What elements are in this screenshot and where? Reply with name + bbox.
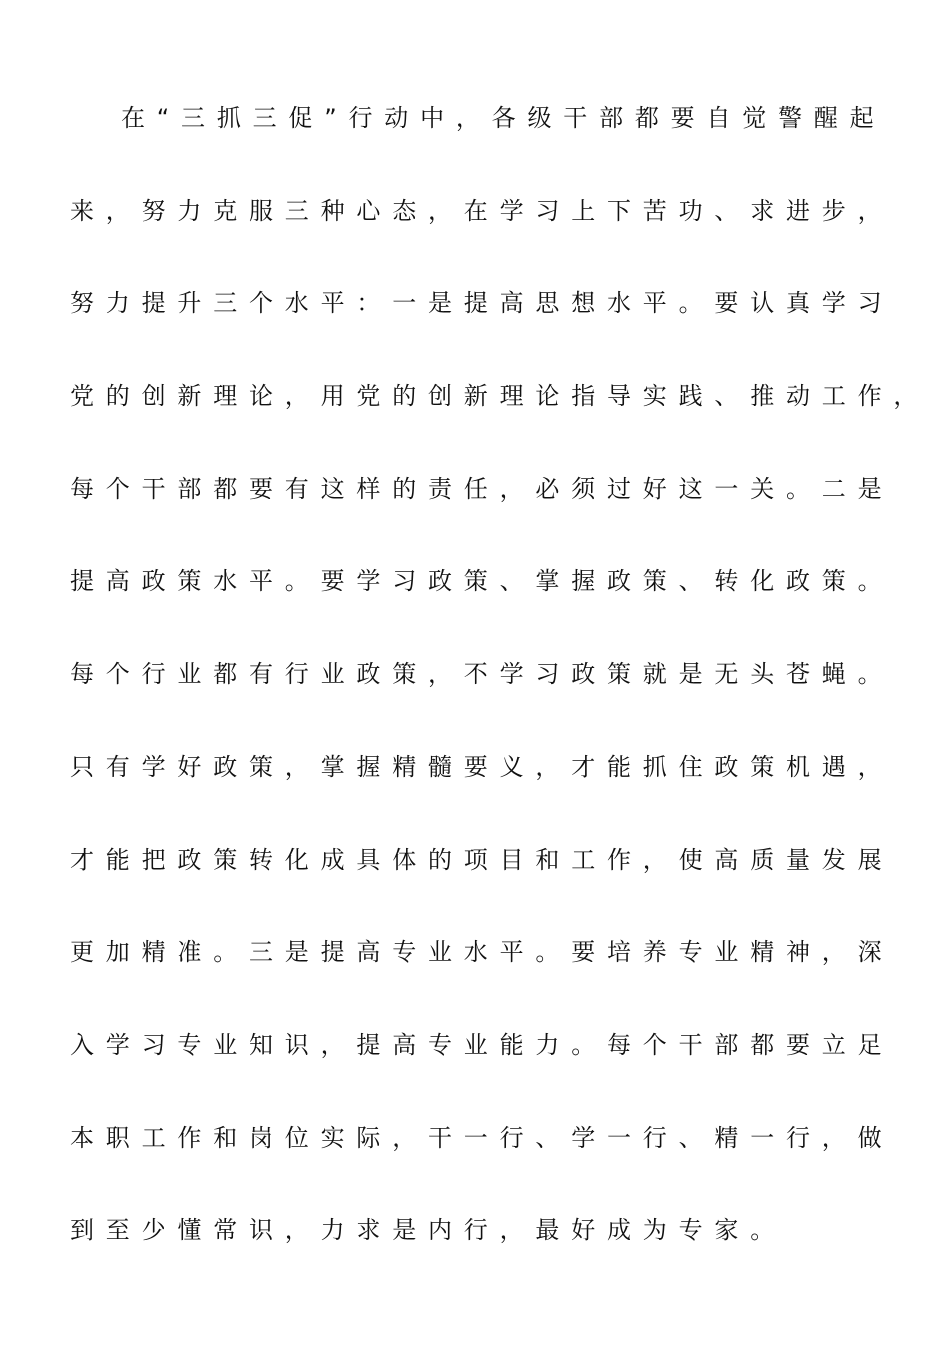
- paragraph-line-8: 只有学好政策，掌握精髓要义，才能抓住政策机遇，: [70, 752, 894, 781]
- paragraph-line-1: 在“三抓三促”行动中，各级干部都要自觉警醒起: [121, 104, 886, 132]
- paragraph-line-2: 来，努力克服三种心态，在学习上下苦功、求进步，: [70, 196, 894, 225]
- paragraph-line-13: 到至少懂常识，力求是内行，最好成为专家。: [70, 1216, 786, 1245]
- paragraph-line-10: 更加精准。三是提高专业水平。要培养专业精神，深: [70, 938, 894, 967]
- paragraph-line-7: 每个行业都有行业政策，不学习政策就是无头苍蝇。: [70, 660, 894, 689]
- body-paragraph: [70, 94, 930, 1299]
- paragraph-line-12: 本职工作和岗位实际，干一行、学一行、精一行，做: [70, 1123, 894, 1152]
- paragraph-line-6: 提高政策水平。要学习政策、掌握政策、转化政策。: [70, 567, 894, 596]
- paragraph-line-5: 每个干部都要有这样的责任，必须过好这一关。二是: [70, 474, 894, 503]
- paragraph-line-9: 才能把政策转化成具体的项目和工作，使高质量发展: [70, 845, 894, 874]
- paragraph-line-3: 努力提升三个水平：一是提高思想水平。要认真学习: [70, 289, 894, 318]
- paragraph-line-4: 党的创新理论，用党的创新理论指导实践、推动工作，: [70, 382, 930, 411]
- paragraph-line-11: 入学习专业知识，提高专业能力。每个干部都要立足: [70, 1030, 894, 1059]
